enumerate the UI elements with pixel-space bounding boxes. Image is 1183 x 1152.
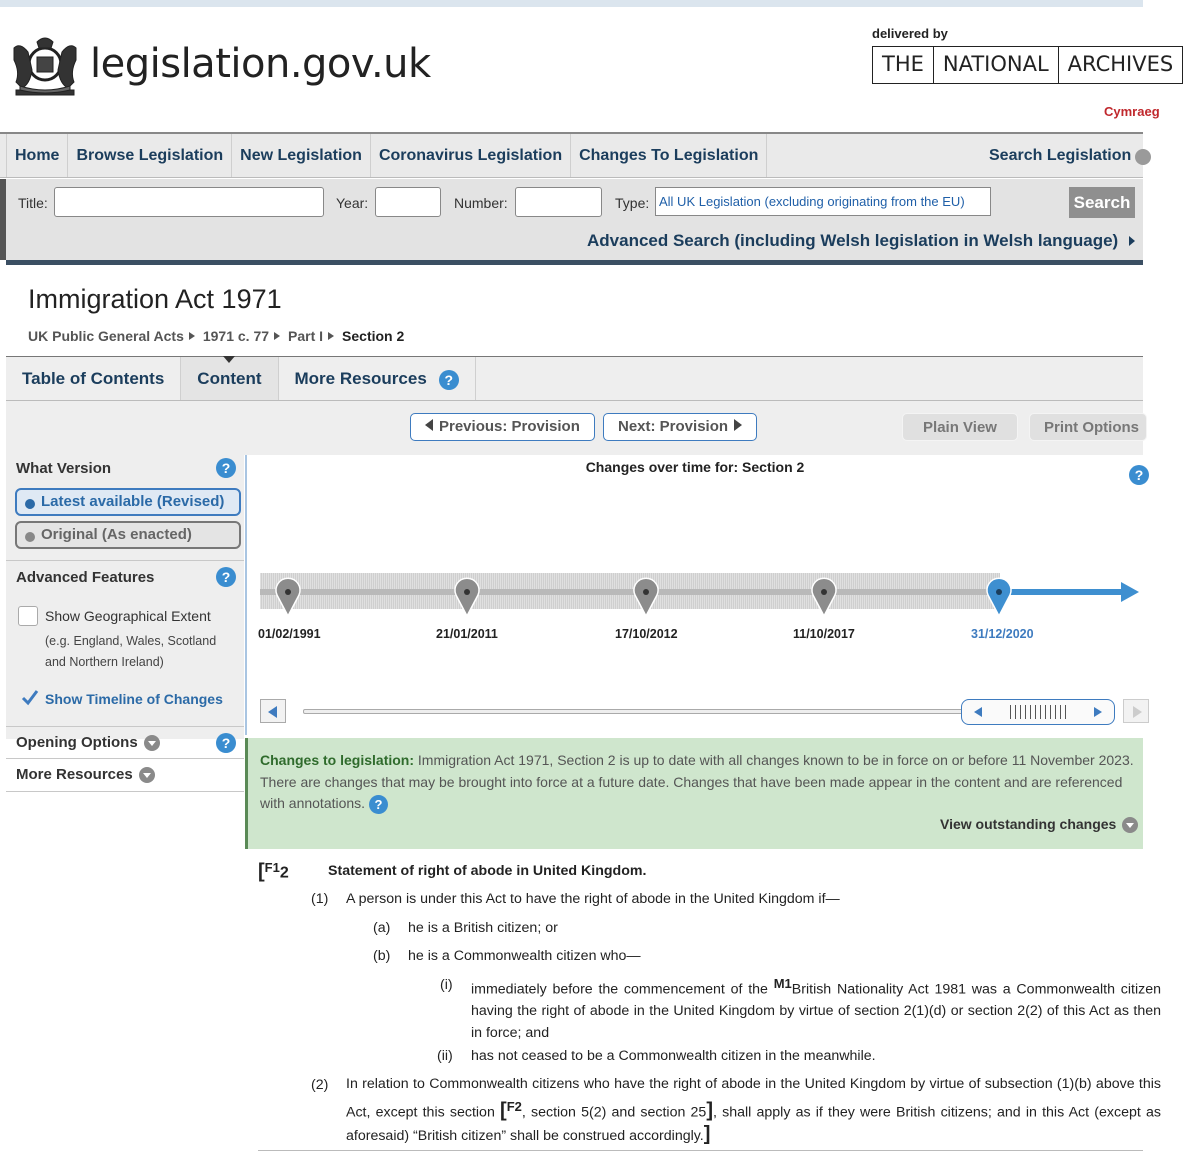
nav-browse-legislation[interactable]: Browse Legislation	[68, 134, 232, 177]
timeline-line	[260, 589, 1000, 595]
opening-options-label: Opening Options	[16, 734, 138, 751]
subparagraph-text	[471, 973, 1161, 1044]
subsection-text: A person is under this Act to have the right of abode in the United Kingdom if—	[346, 891, 840, 907]
paragraph-number: (a)	[373, 920, 391, 936]
help-icon[interactable]: ?	[439, 370, 459, 390]
tab-content[interactable]	[181, 357, 278, 400]
section-num: 2	[279, 864, 289, 882]
geo-extent-label[interactable]: Show Geographical Extent	[45, 608, 211, 624]
help-icon[interactable]: ?	[216, 733, 236, 753]
marginal-note-ref-m1[interactable]: M1	[773, 976, 792, 991]
subsection-text-part: In relation to Commonwealth citizens who have the right of abode in the United Kingdom by virtue of subsection (1)(b) above this Act, except this section	[346, 1076, 1161, 1121]
timeline-pin-icon[interactable]	[810, 578, 838, 618]
breadcrumb-item[interactable]: UK Public General Acts	[28, 328, 184, 344]
timeline-scroll-track[interactable]	[303, 709, 963, 714]
subparagraph-number: (ii)	[437, 1048, 453, 1064]
content-tabs	[6, 356, 1143, 401]
timeline-date[interactable]: 01/02/1991	[258, 627, 321, 641]
geo-extent-checkbox[interactable]	[18, 606, 38, 626]
breadcrumb-separator-icon	[328, 332, 334, 340]
title-label: Title:	[18, 195, 48, 211]
search-button[interactable]: Search	[1069, 187, 1135, 218]
changes-text	[260, 750, 1140, 815]
tna-word: THE	[873, 47, 934, 83]
national-archives-logo[interactable]	[872, 46, 1183, 84]
footnote-ref-f2[interactable]: F2	[506, 1098, 522, 1114]
timeline-date[interactable]: 11/10/2017	[793, 627, 855, 641]
timeline-scroll-right-button[interactable]	[1123, 699, 1149, 723]
type-select[interactable]: All UK Legislation (excluding originating from the EU)	[655, 187, 991, 216]
nav-changes-to-legislation[interactable]: Changes To Legislation	[571, 134, 767, 177]
chevron-down-icon	[139, 767, 155, 783]
previous-provision-label: Previous: Provision	[439, 418, 580, 435]
royal-crest-icon	[6, 30, 84, 98]
breadcrumb-separator-icon	[274, 332, 280, 340]
nav-coronavirus-legislation[interactable]: Coronavirus Legislation	[371, 134, 571, 177]
divider	[6, 560, 244, 561]
breadcrumb-item[interactable]: 1971 c. 77	[202, 328, 270, 344]
changes-label: Changes to legislation:	[260, 752, 415, 768]
help-icon[interactable]: ?	[1129, 465, 1149, 485]
paragraph-number: (b)	[373, 948, 391, 964]
print-options-button[interactable]: Print Options	[1029, 413, 1147, 441]
type-label: Type:	[615, 195, 650, 211]
cymraeg-link[interactable]: Cymraeg	[1104, 104, 1160, 119]
geo-extent-example: and Northern Ireland)	[45, 655, 164, 669]
original-version-button[interactable]	[15, 521, 241, 549]
page-title: Immigration Act 1971	[28, 284, 282, 314]
timeline-arrow-icon	[1121, 582, 1139, 602]
tab-more-resources-label: More Resources	[294, 369, 427, 388]
latest-version-label: Latest available (Revised)	[41, 493, 225, 510]
next-provision-button[interactable]	[603, 413, 757, 441]
timeline-date[interactable]: 21/01/2011	[436, 627, 498, 641]
timeline-of-changes	[245, 455, 1143, 735]
latest-version-button[interactable]	[15, 488, 241, 516]
tab-content-label: Content	[197, 369, 262, 388]
arrow-right-icon	[1094, 707, 1102, 717]
subsection-text-part: , shall apply as if they were British citizens; and in this Act (except as aforesaid) “British citizen” shall be construed accordingly.	[346, 1104, 1161, 1144]
number-label: Number:	[454, 195, 508, 211]
more-resources-toggle[interactable]	[16, 766, 155, 783]
timeline-pin-current-icon[interactable]	[985, 578, 1013, 618]
divider	[6, 726, 244, 727]
advanced-search-link[interactable]	[587, 231, 1135, 251]
breadcrumb-separator-icon	[189, 332, 195, 340]
provision-bar	[6, 401, 1143, 455]
arrow-right-icon	[1129, 236, 1135, 246]
chevron-down-icon	[144, 735, 160, 751]
selected-dot-icon	[25, 499, 35, 509]
section-heading: Statement of right of abode in United Kingdom.	[328, 863, 647, 879]
paragraph-text: he is a Commonwealth citizen who—	[408, 948, 641, 964]
timeline-pin-icon[interactable]	[632, 578, 660, 618]
subsection-text-part: , section 5(2) and section 25	[521, 1104, 707, 1121]
timeline-date-current[interactable]: 31/12/2020	[971, 627, 1034, 641]
collapse-icon[interactable]	[1135, 149, 1151, 165]
sidebar	[6, 455, 244, 795]
timeline-date[interactable]: 17/10/2012	[615, 627, 678, 641]
view-outstanding-label: View outstanding changes	[940, 816, 1117, 832]
arrow-left-icon	[425, 419, 433, 431]
arrow-left-icon	[974, 707, 982, 717]
geo-extent-example: (e.g. England, Wales, Scotland	[45, 634, 217, 648]
next-provision-label: Next: Provision	[618, 418, 729, 435]
view-outstanding-changes-toggle[interactable]	[940, 816, 1138, 833]
breadcrumb-current: Section 2	[342, 328, 405, 344]
divider	[6, 791, 244, 792]
tab-table-of-contents[interactable]: Table of Contents	[6, 357, 181, 400]
checkbox-checked-icon[interactable]	[20, 688, 40, 708]
original-version-label: Original (As enacted)	[41, 526, 192, 543]
timeline-scroll-thumb[interactable]	[961, 699, 1115, 725]
site-logo[interactable]	[6, 30, 431, 98]
timeline-scroll-left-button[interactable]	[260, 699, 286, 723]
nav-home[interactable]: Home	[6, 134, 68, 177]
delivered-by-label: delivered by	[872, 26, 948, 41]
site-name[interactable]: legislation.gov.uk	[90, 41, 431, 87]
opening-options-toggle[interactable]	[16, 734, 160, 751]
content-bottom-divider	[258, 1150, 1143, 1151]
chevron-down-icon	[1122, 817, 1138, 833]
advanced-search-label: Advanced Search (including Welsh legislation in Welsh language)	[587, 231, 1119, 250]
plain-view-button[interactable]: Plain View	[902, 413, 1018, 441]
subsection-text	[346, 1074, 1161, 1147]
advanced-features-heading: Advanced Features	[16, 569, 155, 586]
year-label: Year:	[336, 195, 369, 211]
subsection-number: (2)	[311, 1077, 329, 1093]
help-icon[interactable]: ?	[216, 567, 236, 587]
changes-to-legislation-box	[245, 738, 1143, 849]
breadcrumb	[28, 328, 404, 344]
subparagraph-text-part: British Nationality Act 1981 was a Commonwealth citizen having the right of abode in the United Kingdom by virtue of section 2(1)(d) or section 2(2) of this Act as then in force; and	[471, 981, 1161, 1041]
changes-description: Immigration Act 1971, Section 2 is up to date with all changes known to be in force on or before 11 November 2023. There are changes that may be brought into force at a future date. Changes that have been made appear in the content and are referenced with annotations.	[260, 752, 1134, 811]
subsection-number: (1)	[311, 891, 329, 907]
help-icon[interactable]: ?	[369, 795, 388, 814]
help-icon[interactable]: ?	[216, 458, 236, 478]
annotation-bracket: ]	[703, 1122, 711, 1145]
tna-word: ARCHIVES	[1067, 52, 1174, 76]
divider	[6, 758, 244, 759]
arrow-right-icon	[734, 419, 742, 431]
number-input[interactable]	[515, 187, 602, 217]
dot-icon	[25, 532, 35, 542]
nav-search-legislation[interactable]: Search Legislation	[989, 147, 1132, 164]
section-number	[258, 860, 289, 884]
timeline-pin-icon[interactable]	[274, 578, 302, 618]
breadcrumb-item[interactable]: Part I	[288, 328, 324, 344]
grip-icon	[1010, 705, 1068, 719]
more-resources-label: More Resources	[16, 766, 133, 783]
year-input[interactable]	[375, 187, 441, 217]
annotation-bracket: [	[258, 860, 265, 883]
previous-provision-button[interactable]	[410, 413, 595, 441]
timeline-pin-icon[interactable]	[453, 578, 481, 618]
main-nav	[0, 132, 1143, 178]
timeline-current-line	[997, 589, 1125, 595]
tab-more-resources[interactable]	[279, 357, 476, 400]
subparagraph-text-part: immediately before the commencement of the	[471, 981, 768, 998]
top-strip	[0, 0, 1143, 7]
header-divider	[6, 260, 1143, 265]
show-timeline-label[interactable]: Show Timeline of Changes	[45, 691, 223, 707]
footnote-ref-f1[interactable]: F1	[264, 860, 280, 875]
subparagraph-text: has not ceased to be a Commonwealth citizen in the meanwhile.	[471, 1048, 876, 1064]
annotation-bracket: [	[500, 1099, 507, 1122]
tna-word: NATIONAL	[934, 47, 1059, 83]
active-tab-indicator	[223, 356, 235, 363]
nav-new-legislation[interactable]: New Legislation	[232, 134, 371, 177]
timeline-title: Changes over time for: Section 2	[585, 459, 805, 475]
paragraph-text: he is a British citizen; or	[408, 920, 558, 936]
annotation-bracket: ]	[706, 1099, 713, 1122]
title-input[interactable]	[54, 187, 324, 217]
search-bar	[0, 179, 1143, 260]
what-version-heading: What Version	[16, 460, 112, 477]
subparagraph-number: (i)	[440, 977, 453, 993]
